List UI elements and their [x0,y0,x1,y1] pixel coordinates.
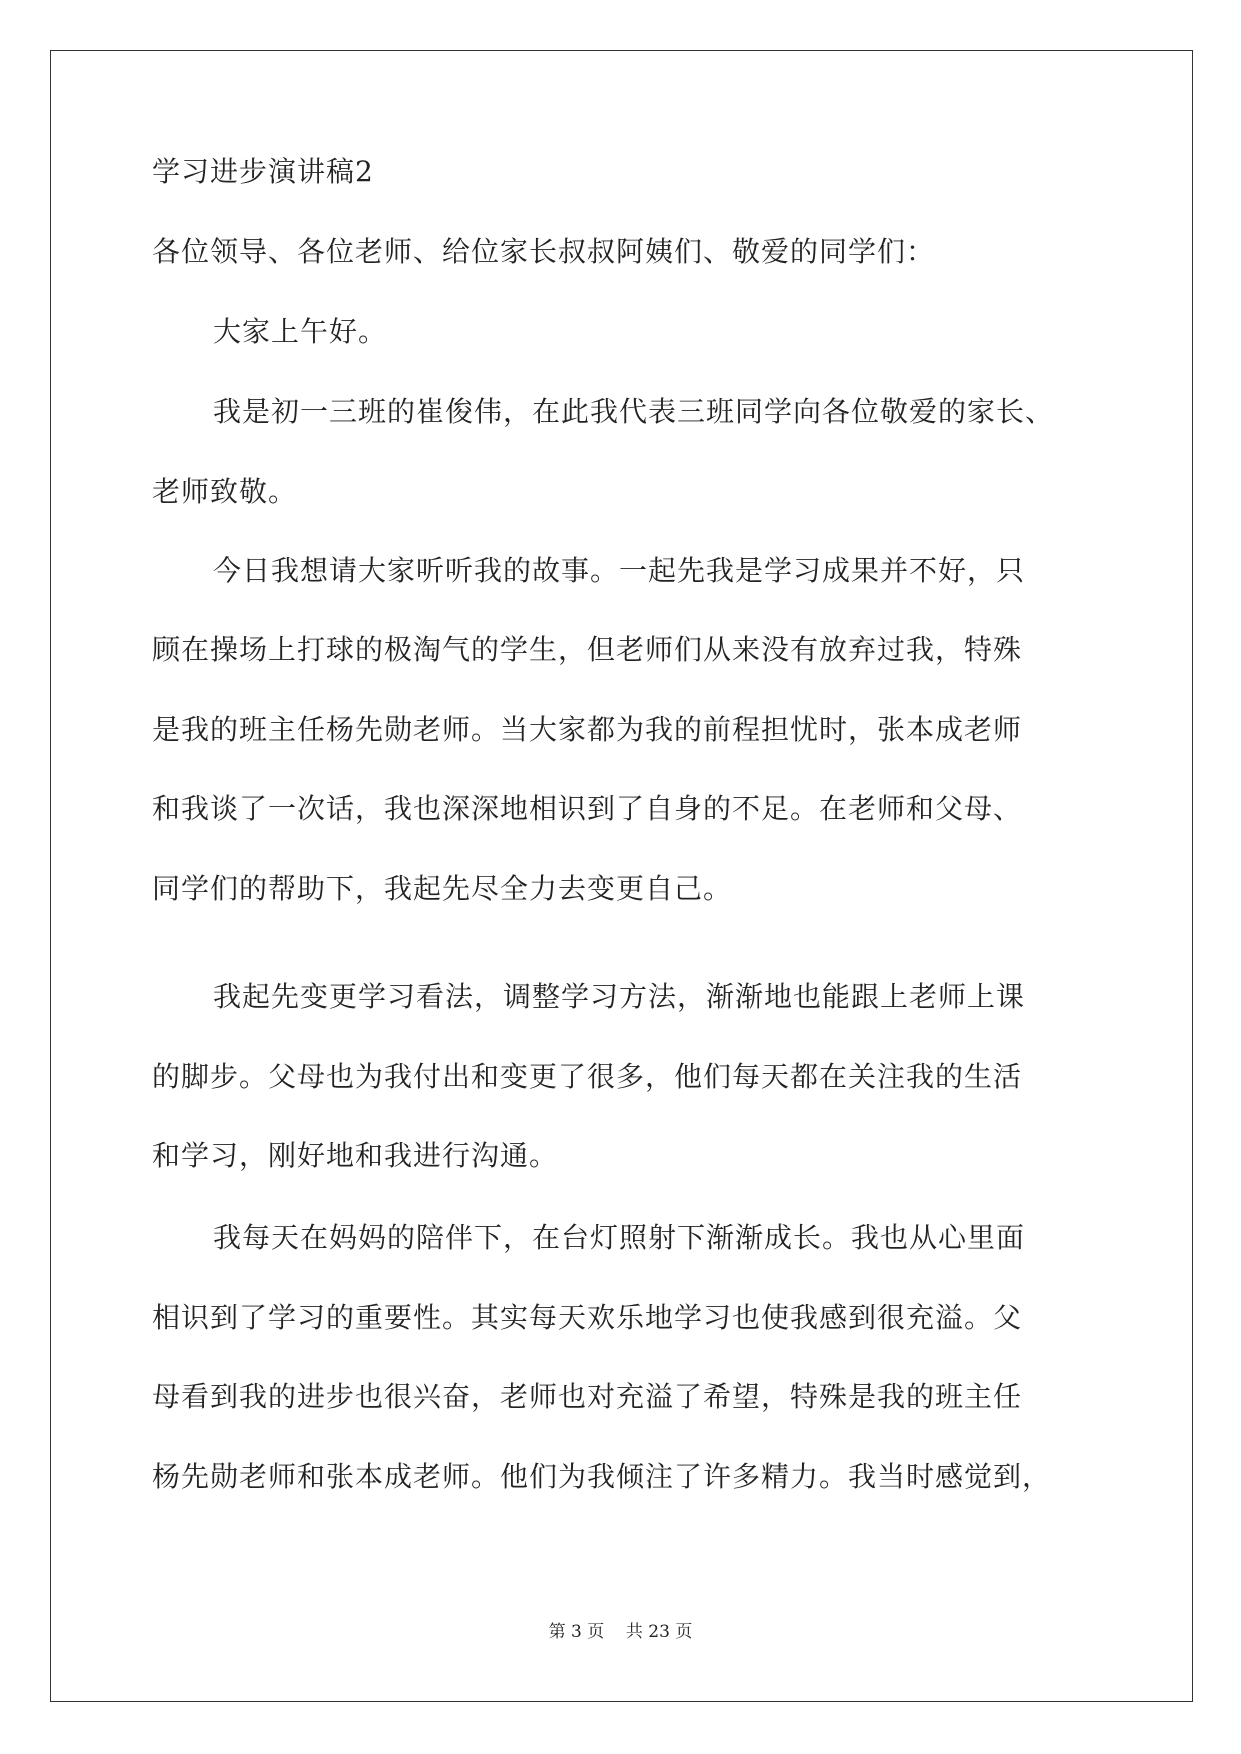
salutation-line: 各位领导、各位老师、给位家长叔叔阿姨们、敬爱的同学们： [152,235,936,268]
body-line: 相识到了学习的重要性。其实每天欢乐地学习也使我感到很充溢。父 [152,1301,1023,1334]
body-line: 是我的班主任杨先勋老师。当大家都为我的前程担忧时，张本成老师 [152,713,1023,746]
body-line: 老师致敬。 [152,475,298,508]
body-line: 顾在操场上打球的极淘气的学生，但老师们从来没有放弃过我，特殊 [152,633,1023,666]
body-line: 的脚步。父母也为我付出和变更了很多，他们每天都在关注我的生活 [152,1060,1023,1093]
body-line: 今日我想请大家听听我的故事。一起先我是学习成果并不好，只 [213,554,1026,587]
body-line: 和学习，刚好地和我进行沟通。 [152,1139,559,1172]
body-line: 我是初一三班的崔俊伟，在此我代表三班同学向各位敬爱的家长、 [213,395,1055,428]
body-line: 母看到我的进步也很兴奋，老师也对充溢了希望，特殊是我的班主任 [152,1380,1023,1413]
body-line: 杨先勋老师和张本成老师。他们为我倾注了许多精力。我当时感觉到， [152,1460,1052,1493]
body-line: 我每天在妈妈的陪伴下，在台灯照射下渐渐成长。我也从心里面 [213,1221,1026,1254]
total-pages: 共 23 页 [625,1622,693,1642]
body-line: 大家上午好。 [213,315,388,348]
page-footer [0,1622,1241,1642]
document-title: 学习进步演讲稿2 [152,155,374,188]
body-line: 我起先变更学习看法，调整学习方法，渐渐地也能跟上老师上课 [213,980,1026,1013]
page-number: 第 3 页 [548,1622,605,1642]
body-line: 同学们的帮助下，我起先尽全力去变更自己。 [152,872,733,905]
body-line: 和我谈了一次话，我也深深地相识到了自身的不足。在老师和父母、 [152,792,1023,825]
